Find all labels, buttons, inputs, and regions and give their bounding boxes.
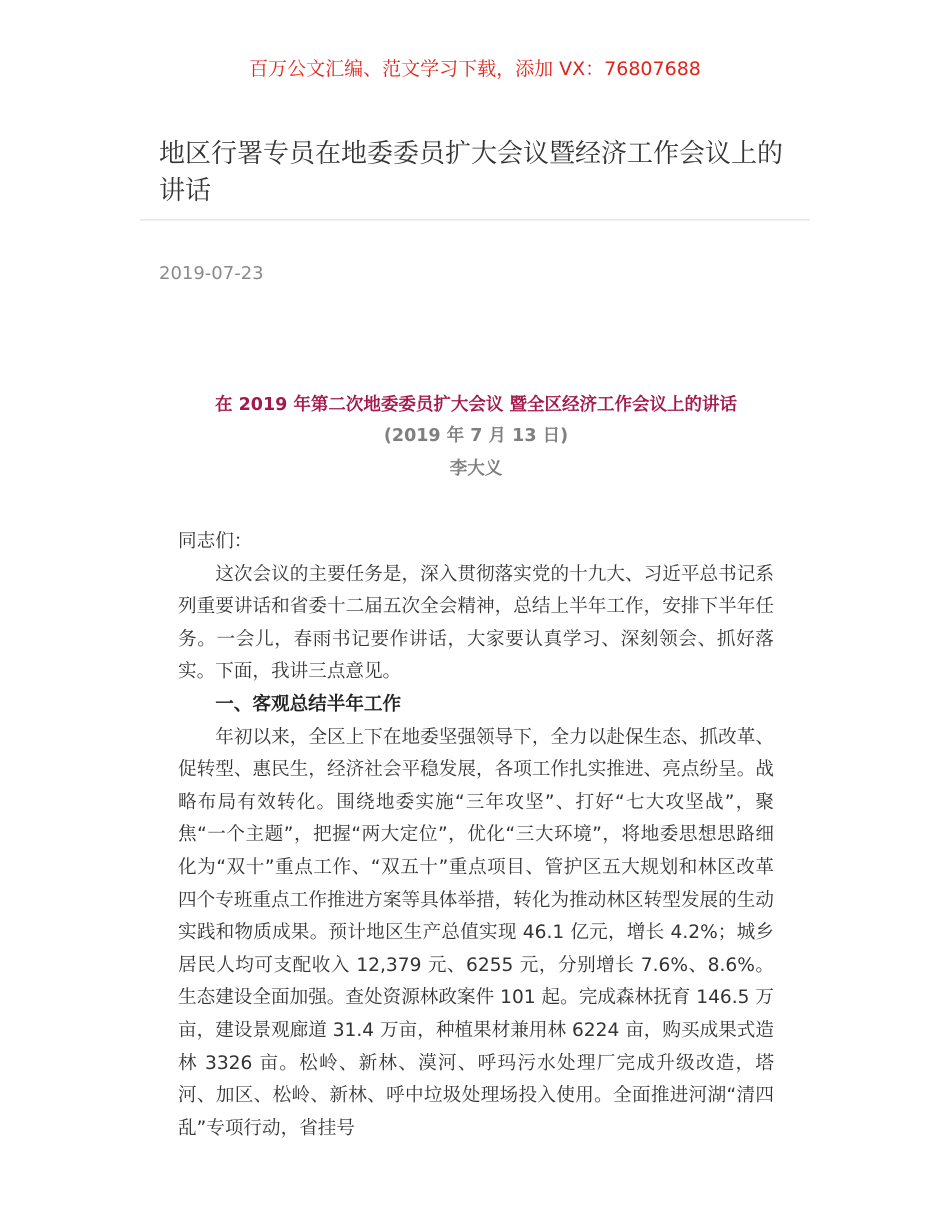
speech-body	[178, 526, 774, 1145]
article-header	[140, 136, 810, 210]
body-paragraph: 这次会议的主要任务是，深入贯彻落实党的十九大、习近平总书记系列重要讲话和省委十二届五次全会精神，总结上半年工作，安排下半年任务。一会儿，春雨书记要作讲话，大家要认真学习、深刻领会、抓好落实。下面，我讲三点意见。	[178, 563, 774, 683]
speech-document	[178, 390, 774, 1145]
header-divider	[140, 219, 810, 221]
publish-date: 2019-07-23	[159, 263, 264, 284]
section-heading: 一、客观总结半年工作	[215, 693, 402, 715]
salutation: 同志们：	[178, 531, 253, 552]
body-paragraph: 年初以来，全区上下在地委坚强领导下，全力以赴保生态、抓改革、促转型、惠民生，经济社会平稳发展，各项工作扎实推进、亮点纷呈。战略布局有效转化。围绕地委实施“三年攻坚”、打好“七大攻坚战”，聚焦“一个主题”，把握“两大定位”，优化“三大环境”，将地委思想思路细化为“双十”重点工作、“双五十”重点项目、管护区五大规划和林区改革四个专班重点工作推进方案等具体举措，转化为推动林区转型发展的生动实践和物质成果。预计地区生产总值实现 46.1 亿元，增长 4.2%；城乡居民人均可支配收入 12,379 元、6255 元，分别增长 7.6%、8.6%。生态建设全面加强。查处资源林政案件 101 起。完成森林抚育 146.5 万亩，建设景观廊道 31.4 万亩，种植果材兼用林 6224 亩，购买成果式造林 3326 亩。松岭、新林、漠河、呼玛污水处理厂完成升级改造，塔河、加区、松岭、新林、呼中垃圾处理场投入使用。全面推进河湖“清四乱”专项行动，省挂号	[178, 726, 774, 1139]
download-watermark-banner: 百万公文汇编、范文学习下载，添加 VX：76807688	[249, 58, 701, 80]
speech-author: 李大义	[449, 459, 503, 479]
article-title: 地区行署专员在地委委员扩大会议暨经济工作会议上的讲话	[159, 139, 784, 206]
speech-date: (2019 年 7 月 13 日)	[383, 426, 569, 446]
speech-title: 在 2019 年第二次地委委员扩大会议 暨全区经济工作会议上的讲话	[215, 395, 737, 415]
